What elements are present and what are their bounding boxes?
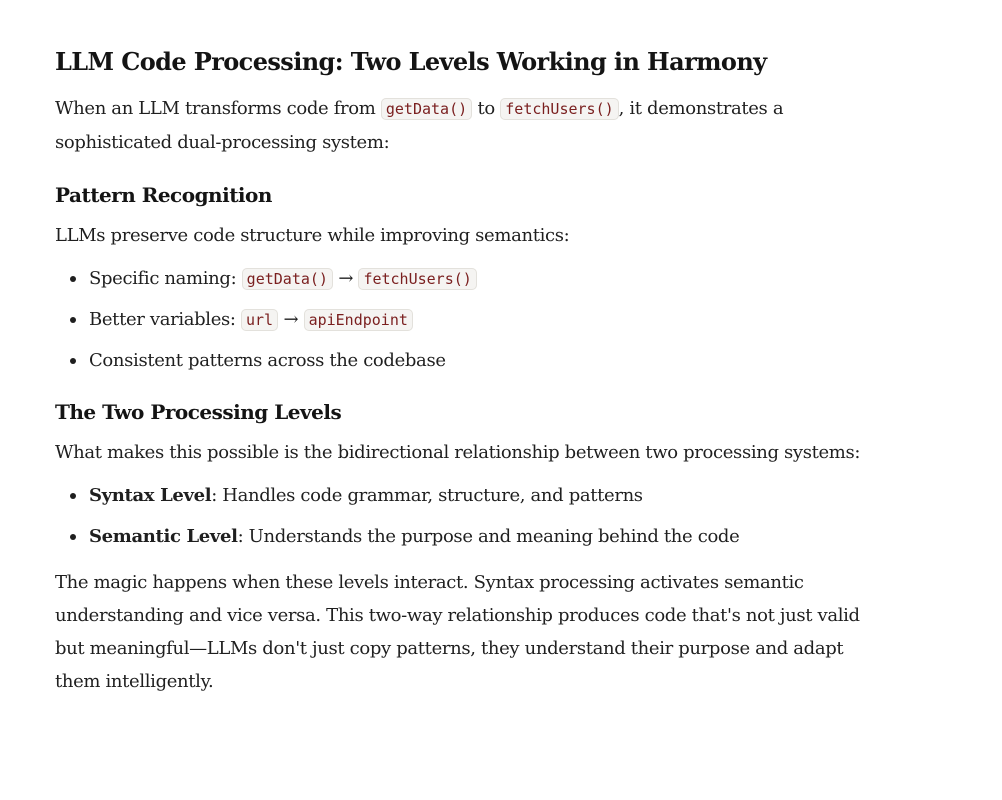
closing-paragraph: The magic happens when these levels interact. Syntax processing activates semantic understanding and vice versa. This two-way relationship produces code that's not just valid but meaningful—LLMs don't just copy patterns, they understand their purpose and adapt them intelligently. [55,572,860,692]
inline-code-from: getData() [242,268,333,290]
inline-code-to: apiEndpoint [304,309,413,331]
inline-code-from: url [241,309,278,331]
term-semantic-level: Semantic Level [89,526,238,547]
term-description: : Understands the purpose and meaning behind the code [237,526,740,547]
intro-text-before: When an LLM transforms code from [55,98,381,119]
section-heading-pattern-recognition: Pattern Recognition [55,183,272,207]
section1-lead: LLMs preserve code structure while improving semantics: [55,225,570,246]
intro-text-mid: to [472,98,501,119]
item-label: Better variables: [89,309,241,330]
list-item [89,481,885,511]
list-item [89,522,885,552]
section-heading-processing-levels: The Two Processing Levels [55,400,342,424]
page-title: LLM Code Processing: Two Levels Working in Harmony [55,47,767,76]
arrow-icon: → [332,268,359,289]
item-label: Consistent patterns across the codebase [89,350,446,371]
levels-list [55,481,885,552]
term-syntax-level: Syntax Level [89,485,212,506]
inline-code-to: fetchUsers() [358,268,476,290]
document [55,40,885,698]
list-item [89,264,885,294]
intro-text-after: , it demonstrates a sophisticated dual-processing system: [55,98,784,153]
list-item [89,305,885,335]
item-label: Specific naming: [89,268,242,289]
intro-paragraph [55,92,885,159]
term-description: : Handles code grammar, structure, and patterns [211,485,643,506]
inline-code-getdata: getData() [381,98,472,120]
section2-lead: What makes this possible is the bidirectional relationship between two processing systems: [55,442,861,463]
pattern-list [55,264,885,376]
inline-code-fetchusers: fetchUsers() [500,98,618,120]
list-item [89,346,885,376]
arrow-icon: → [278,309,304,330]
